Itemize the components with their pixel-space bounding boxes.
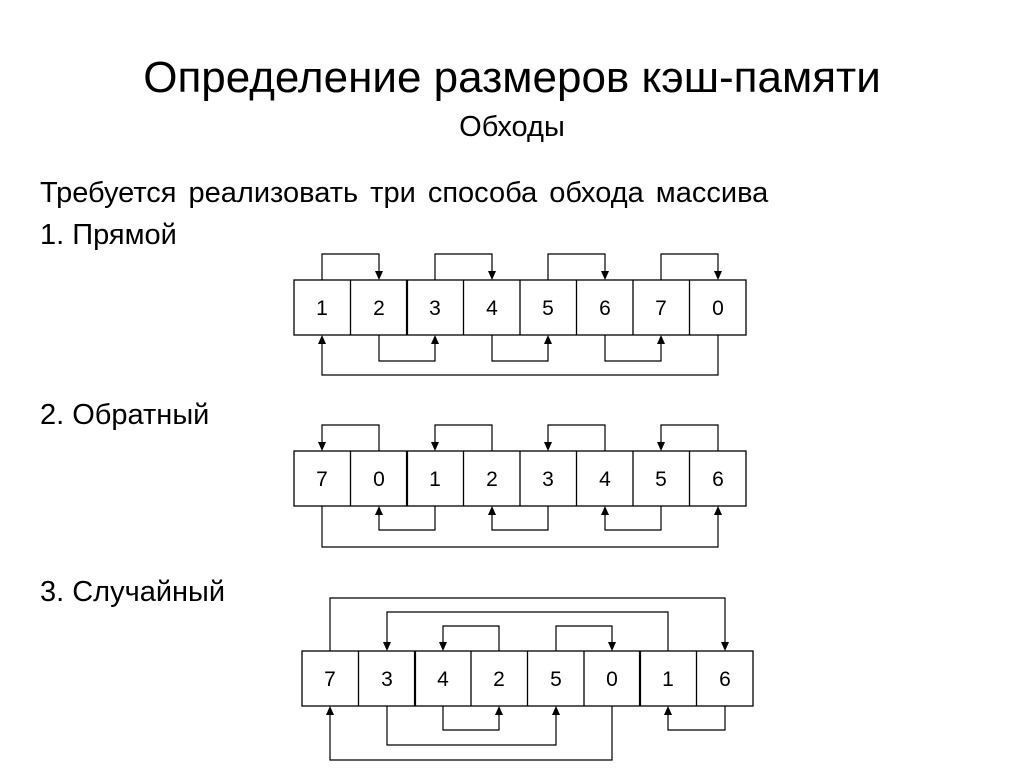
traversal-arrow bbox=[492, 506, 548, 530]
array-cell: 3 bbox=[542, 468, 554, 491]
arrow-head bbox=[552, 706, 560, 715]
arrow-head bbox=[721, 642, 729, 651]
slide-subtitle: Обходы bbox=[459, 111, 565, 143]
arrow-head bbox=[608, 642, 616, 651]
traversal-arrow bbox=[492, 335, 548, 361]
traversal-arrow bbox=[435, 254, 492, 280]
traversal-arrow bbox=[387, 706, 556, 745]
arrow-head bbox=[431, 442, 439, 451]
arrow-head bbox=[383, 642, 391, 651]
arrow-head bbox=[601, 271, 609, 280]
array-forward bbox=[294, 254, 746, 375]
arrow-head bbox=[601, 506, 609, 515]
traversal-arrow bbox=[379, 335, 435, 361]
arrow-head bbox=[439, 642, 447, 651]
traversal-label-backward: 2. Обратный bbox=[40, 399, 210, 431]
array-cell: 5 bbox=[550, 668, 562, 691]
traversal-label-forward: 1. Прямой bbox=[40, 219, 177, 251]
traversal-arrow bbox=[556, 626, 612, 651]
traversal-arrow bbox=[661, 425, 718, 451]
array-cell: 2 bbox=[486, 468, 498, 491]
traversal-arrow bbox=[322, 425, 379, 451]
arrow-head bbox=[657, 442, 665, 451]
array-cell: 4 bbox=[486, 297, 498, 320]
arrow-head bbox=[714, 506, 722, 515]
array-cell: 4 bbox=[437, 668, 449, 691]
array-cell: 6 bbox=[599, 297, 611, 320]
array-cell: 3 bbox=[429, 297, 441, 320]
array-cell: 1 bbox=[316, 297, 328, 320]
intro-text: Требуется реализовать три способа обхода массива bbox=[40, 177, 769, 209]
arrow-head bbox=[544, 442, 552, 451]
traversal-label-random: 3. Случайный bbox=[40, 576, 226, 608]
traversal-arrow bbox=[330, 706, 612, 760]
arrow-head bbox=[714, 271, 722, 280]
array-random bbox=[302, 598, 753, 760]
array-cell: 2 bbox=[373, 297, 385, 320]
traversal-arrow bbox=[322, 254, 379, 280]
array-cell: 1 bbox=[662, 668, 674, 691]
arrow-head bbox=[495, 706, 503, 715]
traversal-arrow bbox=[668, 706, 725, 730]
traversal-arrow bbox=[548, 254, 605, 280]
traversal-arrow bbox=[605, 335, 661, 361]
arrow-head bbox=[544, 335, 552, 344]
traversal-arrow bbox=[387, 612, 668, 651]
array-cell: 7 bbox=[655, 297, 667, 320]
array-cell: 7 bbox=[324, 668, 336, 691]
traversal-arrow bbox=[605, 506, 661, 530]
array-cell: 5 bbox=[542, 297, 554, 320]
traversal-arrow bbox=[661, 254, 718, 280]
arrow-head bbox=[664, 706, 672, 715]
traversal-arrow bbox=[443, 626, 499, 651]
arrow-head bbox=[488, 271, 496, 280]
slide-title: Определение размеров кэш-памяти bbox=[143, 53, 881, 102]
array-cell: 4 bbox=[599, 468, 611, 491]
array-cell: 5 bbox=[655, 468, 667, 491]
arrow-head bbox=[318, 335, 326, 344]
arrow-head bbox=[431, 335, 439, 344]
traversal-arrow bbox=[435, 425, 492, 451]
array-cell: 7 bbox=[316, 468, 328, 491]
arrow-head bbox=[318, 442, 326, 451]
arrow-head bbox=[657, 335, 665, 344]
array-cell: 0 bbox=[712, 297, 724, 320]
traversal-arrow bbox=[548, 425, 605, 451]
arrow-head bbox=[375, 506, 383, 515]
array-backward bbox=[294, 425, 746, 547]
traversal-arrow bbox=[379, 506, 435, 530]
array-cell: 0 bbox=[606, 668, 618, 691]
array-cell: 0 bbox=[373, 468, 385, 491]
array-cell: 3 bbox=[381, 668, 393, 691]
array-cell: 6 bbox=[712, 468, 724, 491]
arrow-head bbox=[326, 706, 334, 715]
array-cell: 6 bbox=[719, 668, 731, 691]
traversal-arrow bbox=[443, 706, 499, 730]
arrow-head bbox=[488, 506, 496, 515]
arrow-head bbox=[375, 271, 383, 280]
array-cell: 1 bbox=[429, 468, 441, 491]
array-cell: 2 bbox=[493, 668, 505, 691]
